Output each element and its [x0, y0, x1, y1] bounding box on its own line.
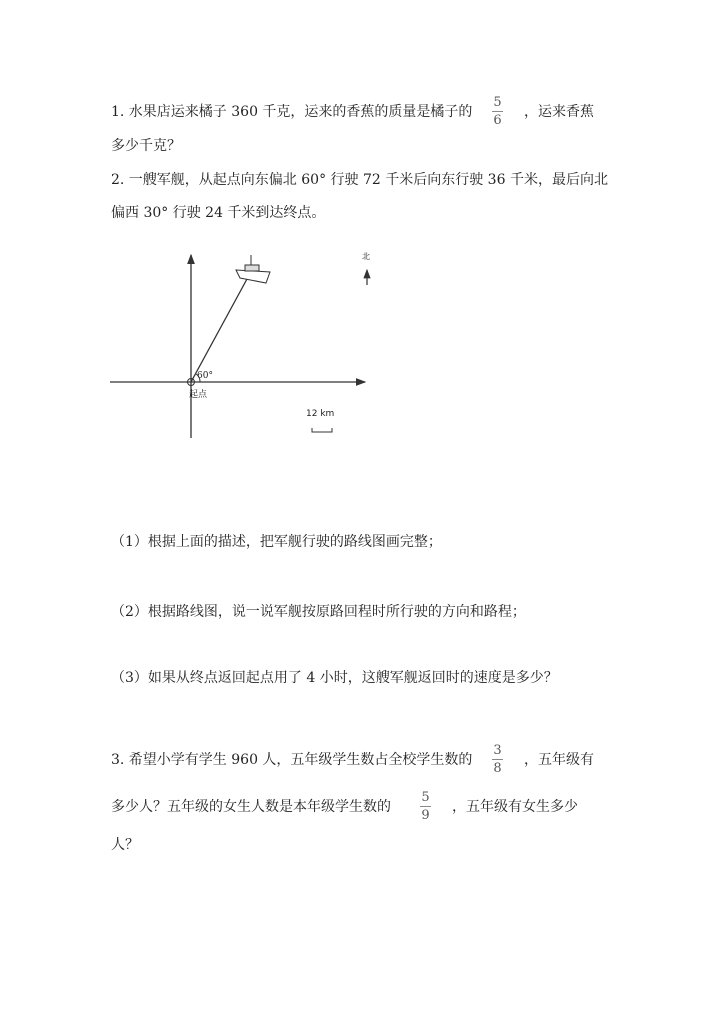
scale-label: 12 km — [306, 409, 335, 419]
q2-sub1: （1）根据上面的描述，把军舰行驶的路线图画完整； — [111, 534, 442, 550]
denominator: 9 — [421, 808, 430, 823]
q3-text-end: ，五年级有 — [524, 752, 594, 768]
ship-icon — [236, 255, 270, 283]
numerator: 3 — [493, 743, 502, 758]
q3-fraction-2 — [420, 790, 431, 823]
denominator: 6 — [493, 113, 502, 128]
numerator: 5 — [493, 95, 502, 110]
q3-fraction-1 — [492, 743, 503, 776]
numerator: 5 — [421, 790, 430, 805]
north-label: 北 — [362, 252, 370, 261]
q2-sub3: （3）如果从终点返回起点用了 4 小时，这艘军舰返回时的速度是多少？ — [111, 670, 558, 686]
q3-text-line2: 多少人？五年级的女生人数是本年级学生数的 — [111, 799, 391, 815]
origin-label: 起点 — [189, 390, 208, 400]
q1-text-end: ，运来香蕉 — [524, 104, 594, 120]
q2-text-line2: 偏西 30° 行驶 24 千米到达终点。 — [111, 205, 326, 221]
scale-bar — [312, 428, 332, 432]
q2-text: 2. 一艘军舰，从起点向东偏北 60° 行驶 72 千米后向东行驶 36 千米，最后向北 — [111, 172, 608, 188]
angle-label: 60° — [197, 371, 213, 381]
denominator: 8 — [493, 761, 502, 776]
q2-sub2: （2）根据路线图，说一说军舰按原路回程时所行驶的方向和路程； — [111, 604, 526, 620]
q1-text: 1. 水果店运来橘子 360 千克，运来的香蕉的质量是橘子的 — [111, 104, 473, 120]
q3-text-line2-end: ，五年级有女生多少 — [452, 799, 578, 815]
route-segment — [191, 279, 247, 382]
q3-text: 3. 希望小学有学生 960 人，五年级学生数占全校学生数的 — [111, 752, 473, 768]
q3-text-line3: 人？ — [111, 837, 139, 853]
q1-text-line2: 多少千克？ — [111, 138, 181, 154]
